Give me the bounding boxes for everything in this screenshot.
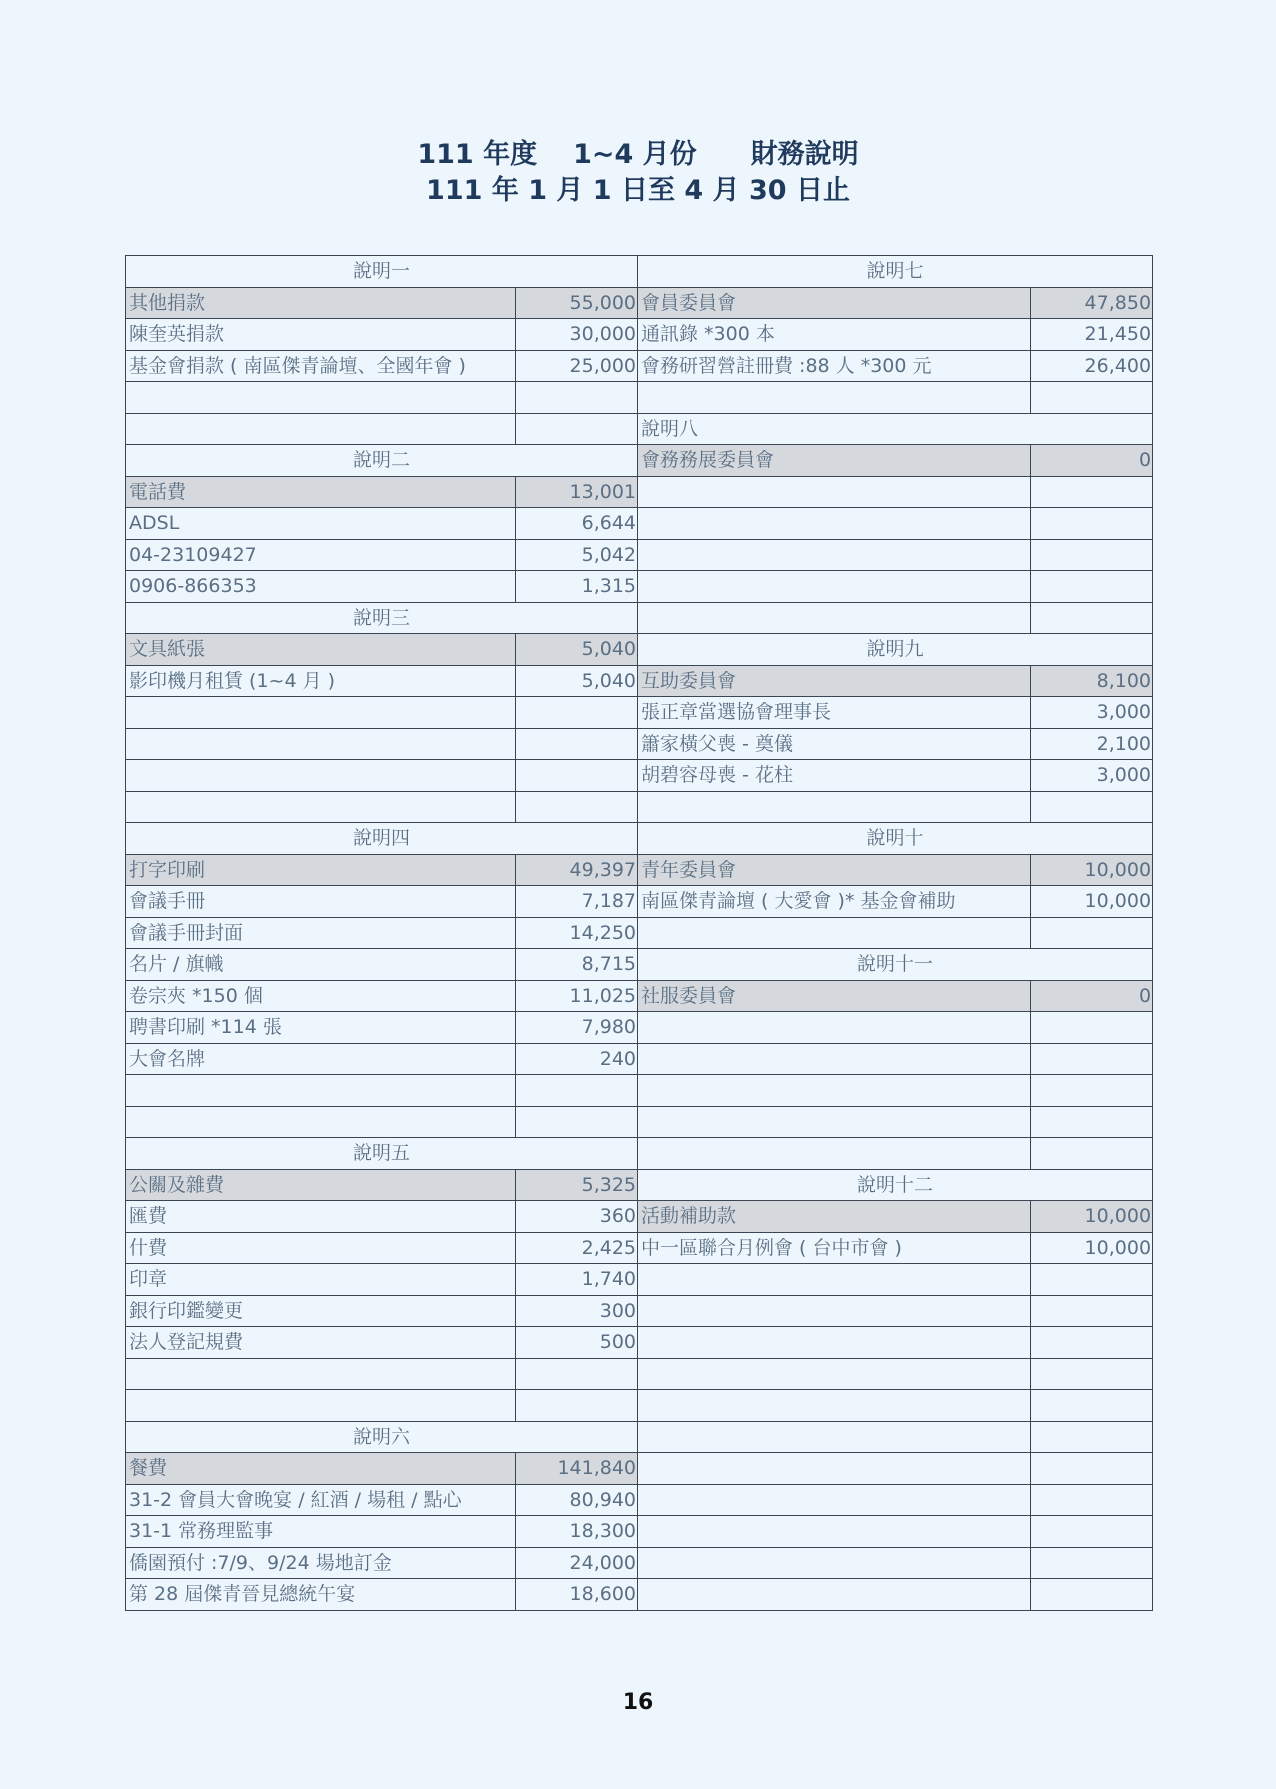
item-label: [638, 1579, 1031, 1611]
item-label: [638, 539, 1031, 571]
item-label: 張正章當選協會理事長: [638, 697, 1031, 729]
section-header: 說明九: [638, 634, 1153, 666]
page-number: 16: [622, 1690, 654, 1715]
table-row: [126, 1421, 1153, 1453]
category-amount: 5,040: [516, 634, 638, 666]
item-amount: [1031, 917, 1153, 949]
item-label: [126, 1075, 516, 1107]
table-row: [126, 728, 1153, 760]
table-row: [126, 1138, 1153, 1170]
item-label: [638, 1012, 1031, 1044]
item-amount: 10,000: [1031, 886, 1153, 918]
table-row: [126, 1516, 1153, 1548]
item-label: [638, 1484, 1031, 1516]
item-amount: [1031, 791, 1153, 823]
table-row: [126, 1547, 1153, 1579]
category-label: 打字印刷: [126, 854, 516, 886]
item-amount: 18,600: [516, 1579, 638, 1611]
table-row: [126, 760, 1153, 792]
table-row: [126, 791, 1153, 823]
table-row: [126, 1358, 1153, 1390]
category-amount: 0: [1031, 445, 1153, 477]
item-label: [126, 1390, 516, 1422]
item-label: 會務研習營註冊費 :88 人 *300 元: [638, 350, 1031, 382]
item-label: 什費: [126, 1232, 516, 1264]
item-label: [638, 1547, 1031, 1579]
item-label: [638, 602, 1031, 634]
item-label: 基金會捐款 ( 南區傑青論壇、全國年會 ): [126, 350, 516, 382]
item-amount: 360: [516, 1201, 638, 1233]
document-date-range: 111 年 1 月 1 日至 4 月 30 日止: [426, 175, 850, 206]
item-amount: [1031, 1516, 1153, 1548]
item-amount: 18,300: [516, 1516, 638, 1548]
category-label: 公關及雜費: [126, 1169, 516, 1201]
category-label: 文具紙張: [126, 634, 516, 666]
item-amount: [1031, 1390, 1153, 1422]
item-amount: [516, 760, 638, 792]
item-label: 胡碧容母喪 - 花柱: [638, 760, 1031, 792]
item-label: 簫家橫父喪 - 奠儀: [638, 728, 1031, 760]
item-amount: [1031, 508, 1153, 540]
item-label: [638, 1075, 1031, 1107]
item-amount: [516, 382, 638, 414]
category-label: 會員委員會: [638, 287, 1031, 319]
table-row: [126, 917, 1153, 949]
item-amount: 80,940: [516, 1484, 638, 1516]
item-label: [638, 1390, 1031, 1422]
item-amount: 21,450: [1031, 319, 1153, 351]
table-row: [126, 949, 1153, 981]
table-row: [126, 382, 1153, 414]
item-amount: 7,187: [516, 886, 638, 918]
category-amount: 10,000: [1031, 854, 1153, 886]
item-label: [638, 1358, 1031, 1390]
item-label: 會議手冊封面: [126, 917, 516, 949]
table-row: [126, 665, 1153, 697]
item-amount: [516, 791, 638, 823]
item-label: [638, 1106, 1031, 1138]
category-amount: 8,100: [1031, 665, 1153, 697]
item-label: [126, 791, 516, 823]
item-amount: [1031, 602, 1153, 634]
item-label: [126, 382, 516, 414]
item-amount: [1031, 1264, 1153, 1296]
table-row: [126, 350, 1153, 382]
item-label: [126, 697, 516, 729]
table-row: [126, 571, 1153, 603]
title-year: 111 年度: [417, 139, 538, 170]
table-row: [126, 287, 1153, 319]
item-label: [638, 917, 1031, 949]
item-label: ADSL: [126, 508, 516, 540]
item-label: [638, 508, 1031, 540]
table-row: [126, 1453, 1153, 1485]
item-label: [638, 1516, 1031, 1548]
item-amount: 500: [516, 1327, 638, 1359]
category-amount: 5,325: [516, 1169, 638, 1201]
category-amount: 141,840: [516, 1453, 638, 1485]
item-amount: 26,400: [1031, 350, 1153, 382]
table-row: [126, 319, 1153, 351]
item-label: [638, 1327, 1031, 1359]
item-amount: [1031, 1138, 1153, 1170]
item-amount: [1031, 1484, 1153, 1516]
section-header: 說明三: [126, 602, 638, 634]
category-label: 會務務展委員會: [638, 445, 1031, 477]
table-row: [126, 445, 1153, 477]
item-label: [126, 1358, 516, 1390]
table-row: [126, 1169, 1153, 1201]
category-label: 社服委員會: [638, 980, 1031, 1012]
item-amount: 24,000: [516, 1547, 638, 1579]
item-amount: 1,315: [516, 571, 638, 603]
item-label: 影印機月租賃 (1~4 月 ): [126, 665, 516, 697]
item-label: 卷宗夾 *150 個: [126, 980, 516, 1012]
item-label: 南區傑青論壇 ( 大愛會 )* 基金會補助: [638, 886, 1031, 918]
table-row: [126, 1012, 1153, 1044]
item-label: 31-1 常務理監事: [126, 1516, 516, 1548]
item-amount: [1031, 382, 1153, 414]
item-amount: [516, 1390, 638, 1422]
item-amount: [516, 1106, 638, 1138]
item-label: [638, 1264, 1031, 1296]
item-label: 陳奎英捐款: [126, 319, 516, 351]
item-amount: [516, 1358, 638, 1390]
table-row: [126, 413, 1153, 445]
item-label: [638, 571, 1031, 603]
item-label: [126, 413, 516, 445]
item-label: 聘書印刷 *114 張: [126, 1012, 516, 1044]
category-label: 餐費: [126, 1453, 516, 1485]
item-amount: 3,000: [1031, 760, 1153, 792]
item-amount: [516, 697, 638, 729]
table-row: [126, 1201, 1153, 1233]
item-amount: 25,000: [516, 350, 638, 382]
item-amount: 6,644: [516, 508, 638, 540]
table-row: [126, 1264, 1153, 1296]
item-amount: [1031, 476, 1153, 508]
table-row: [126, 1579, 1153, 1611]
item-amount: [1031, 1421, 1153, 1453]
item-amount: [516, 413, 638, 445]
category-label: 青年委員會: [638, 854, 1031, 886]
item-label: [638, 382, 1031, 414]
table-row: [126, 1390, 1153, 1422]
section-header: 說明五: [126, 1138, 638, 1170]
item-label: 法人登記規費: [126, 1327, 516, 1359]
category-label: 活動補助款: [638, 1201, 1031, 1233]
table-row: [126, 508, 1153, 540]
category-amount: 10,000: [1031, 1201, 1153, 1233]
item-amount: [1031, 1106, 1153, 1138]
table-row: [126, 886, 1153, 918]
section-header: 說明十: [638, 823, 1153, 855]
item-label: 第 28 屆傑青晉見總統午宴: [126, 1579, 516, 1611]
table-row: [126, 476, 1153, 508]
item-label: [638, 1453, 1031, 1485]
item-label: 會議手冊: [126, 886, 516, 918]
item-label: 印章: [126, 1264, 516, 1296]
section-header: 說明十二: [638, 1169, 1153, 1201]
item-amount: 7,980: [516, 1012, 638, 1044]
category-label: 互助委員會: [638, 665, 1031, 697]
table-row: [126, 1295, 1153, 1327]
section-header: 說明六: [126, 1421, 638, 1453]
category-amount: 13,001: [516, 476, 638, 508]
item-amount: 5,042: [516, 539, 638, 571]
table-row: [126, 980, 1153, 1012]
table-row: [126, 256, 1153, 288]
item-amount: [1031, 539, 1153, 571]
category-amount: 55,000: [516, 287, 638, 319]
category-amount: 49,397: [516, 854, 638, 886]
section-header: 說明二: [126, 445, 638, 477]
table-row: [126, 1106, 1153, 1138]
item-label: 大會名牌: [126, 1043, 516, 1075]
item-amount: 14,250: [516, 917, 638, 949]
category-amount: 47,850: [1031, 287, 1153, 319]
item-label: [126, 1106, 516, 1138]
table-row: [126, 697, 1153, 729]
item-amount: [1031, 1327, 1153, 1359]
item-label: [638, 1138, 1031, 1170]
item-label: 04-23109427: [126, 539, 516, 571]
section-header: 說明四: [126, 823, 638, 855]
category-label: 電話費: [126, 476, 516, 508]
item-amount: 5,040: [516, 665, 638, 697]
table-row: [126, 539, 1153, 571]
item-amount: [1031, 1043, 1153, 1075]
title-subject: 財務說明: [750, 139, 859, 170]
item-label: 31-2 會員大會晚宴 / 紅酒 / 場租 / 點心: [126, 1484, 516, 1516]
item-label: [638, 1295, 1031, 1327]
table-row: [126, 602, 1153, 634]
item-label: 匯費: [126, 1201, 516, 1233]
item-amount: [1031, 1358, 1153, 1390]
item-amount: [1031, 1579, 1153, 1611]
item-label: 中一區聯合月例會 ( 台中市會 ): [638, 1232, 1031, 1264]
item-label: [126, 728, 516, 760]
item-amount: 30,000: [516, 319, 638, 351]
section-header: 說明八: [638, 413, 1153, 445]
table-row: [126, 1043, 1153, 1075]
financial-table: [125, 255, 1153, 1611]
item-label: [638, 476, 1031, 508]
item-amount: [1031, 1547, 1153, 1579]
item-amount: 2,100: [1031, 728, 1153, 760]
section-header: 說明十一: [638, 949, 1153, 981]
item-amount: 240: [516, 1043, 638, 1075]
item-amount: 1,740: [516, 1264, 638, 1296]
table-row: [126, 1484, 1153, 1516]
item-label: 0906-866353: [126, 571, 516, 603]
item-amount: [1031, 1075, 1153, 1107]
table-row: [126, 854, 1153, 886]
section-header: 說明七: [638, 256, 1153, 288]
item-label: [638, 1421, 1031, 1453]
category-label: 其他捐款: [126, 287, 516, 319]
item-label: [126, 760, 516, 792]
item-label: 名片 / 旗幟: [126, 949, 516, 981]
item-amount: [1031, 1295, 1153, 1327]
table-row: [126, 1232, 1153, 1264]
document-title: [0, 132, 1276, 171]
table-row: [126, 823, 1153, 855]
item-amount: [1031, 571, 1153, 603]
item-label: 銀行印鑑變更: [126, 1295, 516, 1327]
category-amount: 0: [1031, 980, 1153, 1012]
item-amount: 8,715: [516, 949, 638, 981]
table-row: [126, 1327, 1153, 1359]
item-amount: 300: [516, 1295, 638, 1327]
item-amount: [1031, 1012, 1153, 1044]
item-label: 僑園預付 :7/9、9/24 場地訂金: [126, 1547, 516, 1579]
item-label: 通訊錄 *300 本: [638, 319, 1031, 351]
item-amount: [1031, 1453, 1153, 1485]
table-row: [126, 634, 1153, 666]
item-amount: 10,000: [1031, 1232, 1153, 1264]
title-months: 1~4 月份: [573, 139, 697, 170]
item-amount: 3,000: [1031, 697, 1153, 729]
table-row: [126, 1075, 1153, 1107]
section-header: 說明一: [126, 256, 638, 288]
item-label: [638, 791, 1031, 823]
item-amount: [516, 728, 638, 760]
item-amount: 11,025: [516, 980, 638, 1012]
item-amount: [516, 1075, 638, 1107]
item-amount: 2,425: [516, 1232, 638, 1264]
item-label: [638, 1043, 1031, 1075]
